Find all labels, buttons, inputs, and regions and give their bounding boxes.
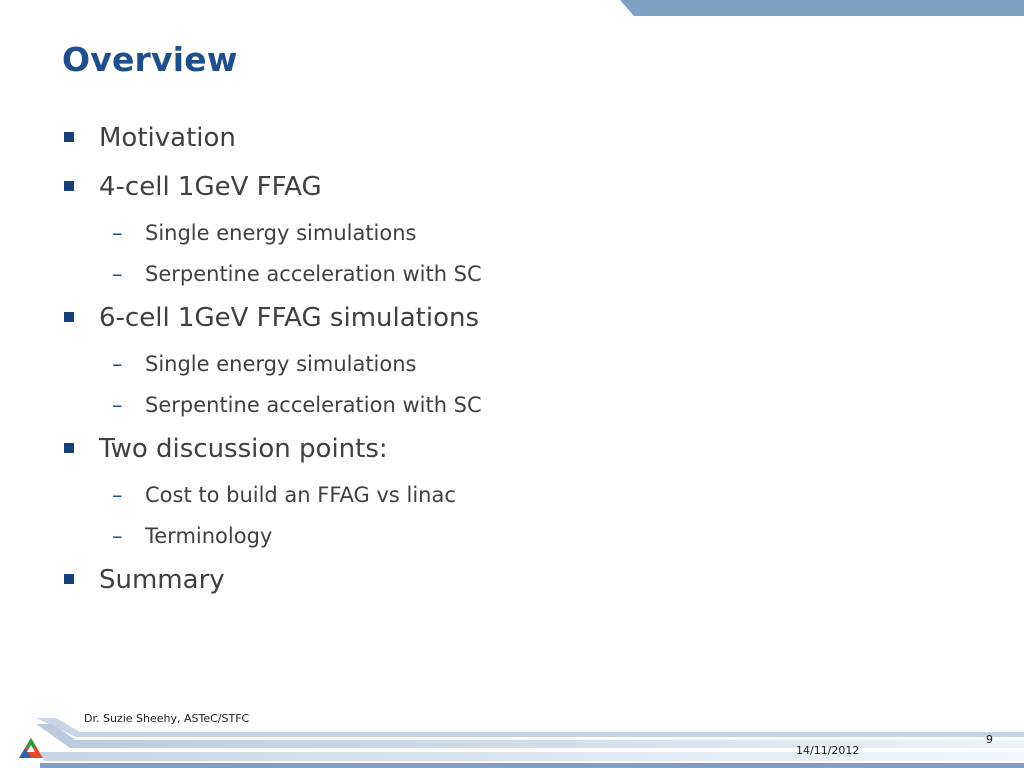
bullet-text: 6-cell 1GeV FFAG simulations	[99, 303, 480, 333]
sub-bullet-item	[62, 255, 942, 296]
dash-bullet-icon: –	[112, 221, 123, 245]
bullet-item-4cell-ffag	[62, 165, 942, 214]
bullet-text: Two discussion points:	[99, 434, 388, 464]
square-bullet-icon	[64, 574, 74, 584]
bullet-item-summary	[62, 558, 942, 607]
bullet-list	[62, 116, 942, 607]
sub-bullet-item	[62, 386, 942, 427]
slide-number: 9	[986, 733, 993, 746]
square-bullet-icon	[64, 443, 74, 453]
sub-bullet-text: Single energy simulations	[145, 221, 417, 245]
dash-bullet-icon: –	[112, 393, 123, 417]
square-bullet-icon	[64, 312, 74, 322]
sub-bullet-text: Terminology	[145, 524, 273, 548]
stfc-triangle-logo-icon	[18, 737, 44, 759]
slide-title: Overview	[62, 40, 238, 79]
bullet-text: 4-cell 1GeV FFAG	[99, 172, 322, 202]
dash-bullet-icon: –	[112, 352, 123, 376]
dash-bullet-icon: –	[112, 483, 123, 507]
sub-bullet-item	[62, 214, 942, 255]
sub-bullet-text: Serpentine acceleration with SC	[145, 393, 482, 417]
header-accent-band	[620, 0, 1024, 16]
square-bullet-icon	[64, 181, 74, 191]
dash-bullet-icon: –	[112, 524, 123, 548]
sub-bullet-item	[62, 476, 942, 517]
dash-bullet-icon: –	[112, 262, 123, 286]
sub-bullet-item	[62, 517, 942, 558]
bullet-item-motivation	[62, 116, 942, 165]
bullet-text: Summary	[99, 565, 225, 595]
bullet-text: Motivation	[99, 123, 236, 153]
sub-bullet-text: Single energy simulations	[145, 352, 417, 376]
sub-bullet-text: Cost to build an FFAG vs linac	[145, 483, 456, 507]
square-bullet-icon	[64, 132, 74, 142]
sub-bullet-text: Serpentine acceleration with SC	[145, 262, 482, 286]
bullet-item-discussion-points	[62, 427, 942, 476]
footer-date: 14/11/2012	[796, 744, 860, 757]
sub-bullet-item	[62, 345, 942, 386]
footer-author: Dr. Suzie Sheehy, ASTeC/STFC	[84, 712, 250, 725]
bullet-item-6cell-ffag	[62, 296, 942, 345]
